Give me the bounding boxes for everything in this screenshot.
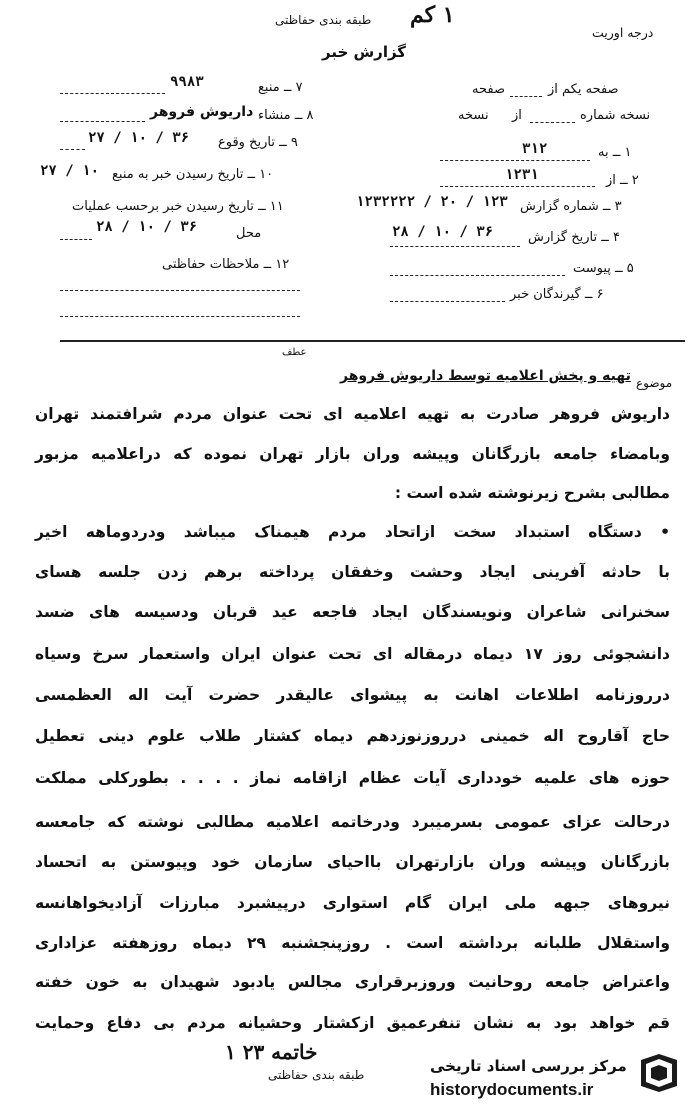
priority-label: درجه اوریت [592,25,654,40]
handwritten-priority-mark: ۱ کم [410,2,455,28]
recipients-label: ۶ ــ گیرندگان خبر [510,287,604,302]
body-line: واستقلال طلبانه برداشته است . روزپنجشنبه ۲۹ دیماه روزهفته عزاداری [35,934,670,952]
book-logo-icon [637,1050,681,1094]
occurrence-date-value: ۲۷ / ۱۰ / ۳۶ [88,130,190,146]
location-value: ۲۸ / ۱۰ / ۳۶ [96,219,198,235]
body-line: دانشجوئی روز ۱۷ دیماه درمقاله ای تحت عنوان ایران واستعمار سرخ وسیاه [35,645,670,663]
origin-label: ۸ ــ منشاء [258,108,314,123]
body-line: مطالبی بشرح زیرنوشته شده است : [394,484,670,502]
body-line: حوزه های علمیه خودداری آیات عظام ازاقامه نماز . . . . بطورکلی مملکت [35,769,670,787]
origin-value: داریوش فروهر [150,104,254,120]
security-notes-label: ۱۲ ــ ملاحظات حفاظتی [162,257,290,272]
report-date-value: ۲۸ / ۱۰ / ۳۶ [392,224,494,240]
to-value: ۳۱۲ [522,141,548,157]
attachment-label: ۵ ــ پیوست [573,261,634,276]
receipt-date-label: ۱۰ ــ تاریخ رسیدن خبر به منبع [112,167,274,182]
subject-annotation: عطف [282,347,307,358]
page-number-label: صفحه یکم از [548,82,619,97]
from-label: ۲ ــ از [606,173,639,188]
source-value: ۹۹۸۳ [170,74,204,90]
from-value: ۱۲۳۱ [505,167,539,183]
subject-text: تهیه و پخش اعلامیه توسط داریوش فروهر [340,368,631,384]
copy-number-of: از [512,108,522,123]
body-line: بازرگانان وپیشه وران بازارتهران بااحیای سازمان خود وپیوستن به اتحساد [35,853,670,871]
body-line: با حادثه آفرینی ایجاد وحشت وخفقان پرداخته برهم زدن جلسه هسای [35,563,670,581]
body-line: درروزنامه اطلاعات اهانت به پیشوای عالیقدر حضرت آیت اله العظمسی [35,686,670,704]
report-number-value: ۱۲۳۲۲۲۲ / ۲۰ / ۱۲۳ [356,194,508,210]
body-line: قم خواهد بود به نشان تنفرعمیق ازکشتار وحشیانه مردم بی دفاع وحمایت [35,1014,670,1032]
page-number-suffix: صفحه [472,82,505,97]
report-number-label: ۳ ــ شماره گزارش [520,199,622,214]
footer-classification: طبقه بندی حفاظتی [268,1068,365,1082]
to-label: ۱ ــ به [598,145,632,160]
watermark-url: historydocuments.ir [430,1080,594,1099]
body-line: واعتراض جامعه روحانیت وروزبرقراری مجالس یادبود شهیدان به خون خفته [35,973,670,991]
body-line: • دستگاه استبداد سخت ازاتحاد مردم هیمناک میباشد ودردوماهه اخیر [35,523,670,541]
copy-number-label: نسخه شماره [580,108,651,123]
body-line: سخنرانی شاعران ونویسندگان ایجاد فاجعه عید قربان ودسیسه های ضسد [35,603,670,621]
handwritten-footer-mark: خاتمه ۲۳ ۱ [225,1040,318,1064]
report-date-label: ۴ ــ تاریخ گزارش [528,230,620,245]
operations-date-label: ۱۱ ــ تاریخ رسیدن خبر برحسب عملیات [72,199,284,214]
page-title: گزارش خبر [322,43,407,61]
copy-number-suffix: نسخه [458,108,489,123]
body-line: حاج آقاروح اله خمینی درروزنوزدهم دیماه کشتار طلاب علوم دینی تعطیل [35,727,670,745]
body-line: نیروهای جبهه ملی ایران گام استواری درپیشبرد مبارزات آزادیخواهانسه [35,894,670,912]
security-classification: طبقه بندی حفاظتی [275,13,372,27]
watermark-name: مرکز بررسی اسناد تاریخی [430,1057,627,1075]
body-line: وبامضاء جامعه بازرگانان وپیشه وران بازار تهران نموده که دراعلامیه مزبور [35,445,670,463]
header-separator [60,340,685,342]
body-line: درحالت عزای عمومی بسرمیبرد ودرخاتمه اعلامیه مطالبی نوشته که جامعسه [35,813,670,831]
location-label: محل [236,226,262,241]
occurrence-date-label: ۹ ــ تاریخ وقوع [218,135,298,150]
source-label: ۷ ــ منبع [258,80,303,95]
subject-label: موضوع [636,376,673,390]
body-line: داریوش فروهر صادرت به تهیه اعلامیه ای تحت عنوان مردم شرافتمند تهران [35,405,670,423]
receipt-date-value: ۲۷ / ۱۰ [40,163,100,179]
